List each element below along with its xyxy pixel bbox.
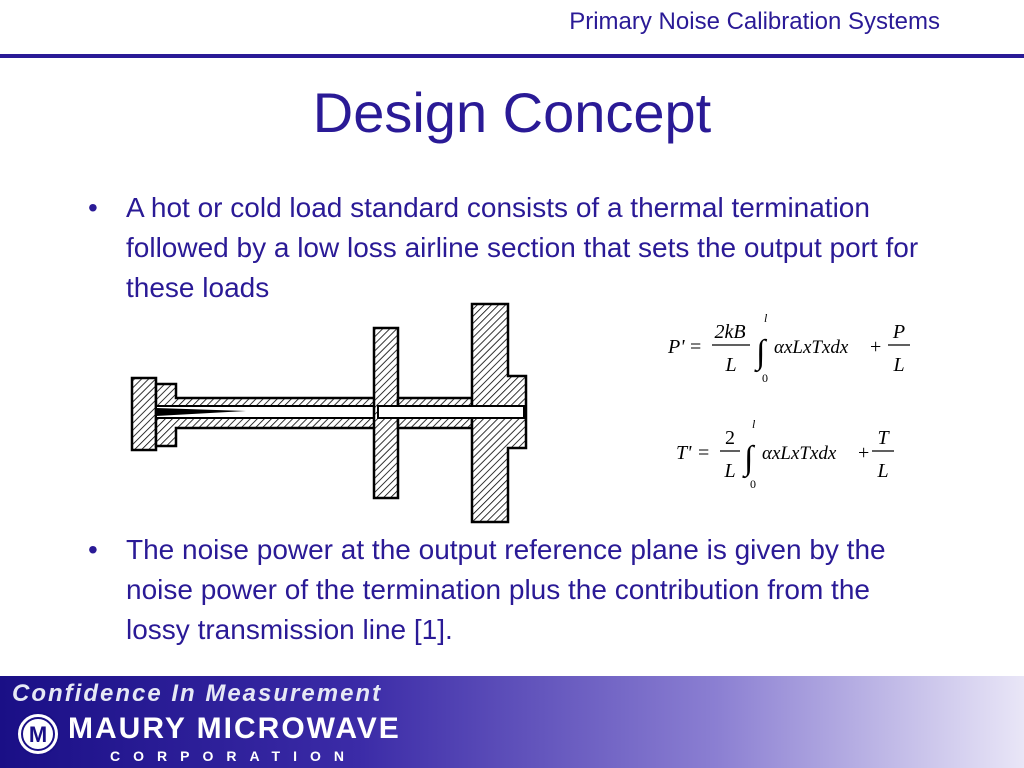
eq-coef-den: L: [724, 460, 736, 482]
eq-lhs: P': [668, 336, 685, 358]
eq-coef-num: 2kB: [714, 321, 746, 343]
bullet-symbol: •: [88, 192, 98, 223]
header-title: Primary Noise Calibration Systems: [569, 8, 940, 35]
footer-corporation: CORPORATION: [110, 748, 357, 764]
termination-block: [132, 378, 156, 450]
eq-frac-num: T: [877, 427, 889, 449]
center-conductor-right: [378, 406, 524, 418]
bullet-text: The noise power at the output reference plane is given by the noise power of the termination plus the contribution from the lossy transmission line [1].: [126, 534, 886, 645]
eq-coef-den: L: [725, 354, 737, 376]
slide-title: Design Concept: [312, 81, 712, 144]
eq-equals: =: [690, 336, 702, 358]
integral-icon: ∫: [756, 334, 766, 371]
bullet-item: [88, 530, 938, 650]
footer-banner: [0, 676, 1024, 768]
eq-lhs: T': [676, 442, 692, 464]
eq-plus: +: [870, 336, 882, 358]
eq-int-upper: l: [764, 311, 768, 325]
bullet-symbol: •: [88, 534, 98, 565]
airline-diagram: [128, 300, 528, 524]
eq-integrand: αxLxTxdx: [774, 337, 849, 358]
equation-noise-temperature: [660, 414, 920, 494]
maury-logo-icon: [14, 710, 62, 758]
eq-frac-den: L: [877, 460, 889, 482]
eq-frac-num: P: [892, 321, 906, 343]
equation-noise-power: [660, 308, 920, 388]
eq-int-upper: l: [752, 417, 756, 431]
eq-int-lower: 0: [750, 477, 756, 491]
bullet-text: A hot or cold load standard consists of a thermal termination followed by a low loss airline section that sets the output port for these loads: [126, 192, 919, 303]
eq-plus: +: [858, 442, 870, 464]
footer-company: MAURY MICROWAVE: [68, 712, 401, 745]
integral-icon: ∫: [744, 440, 754, 477]
header-rule: [0, 54, 1024, 58]
eq-equals: =: [698, 442, 710, 464]
logo-letter: M: [28, 722, 48, 747]
eq-integrand: αxLxTxdx: [762, 443, 837, 464]
footer-tagline: Confidence In Measurement: [12, 680, 383, 707]
eq-coef-num: 2: [725, 427, 735, 449]
eq-frac-den: L: [893, 354, 905, 376]
bullet-item: [88, 188, 938, 308]
eq-int-lower: 0: [762, 371, 768, 385]
